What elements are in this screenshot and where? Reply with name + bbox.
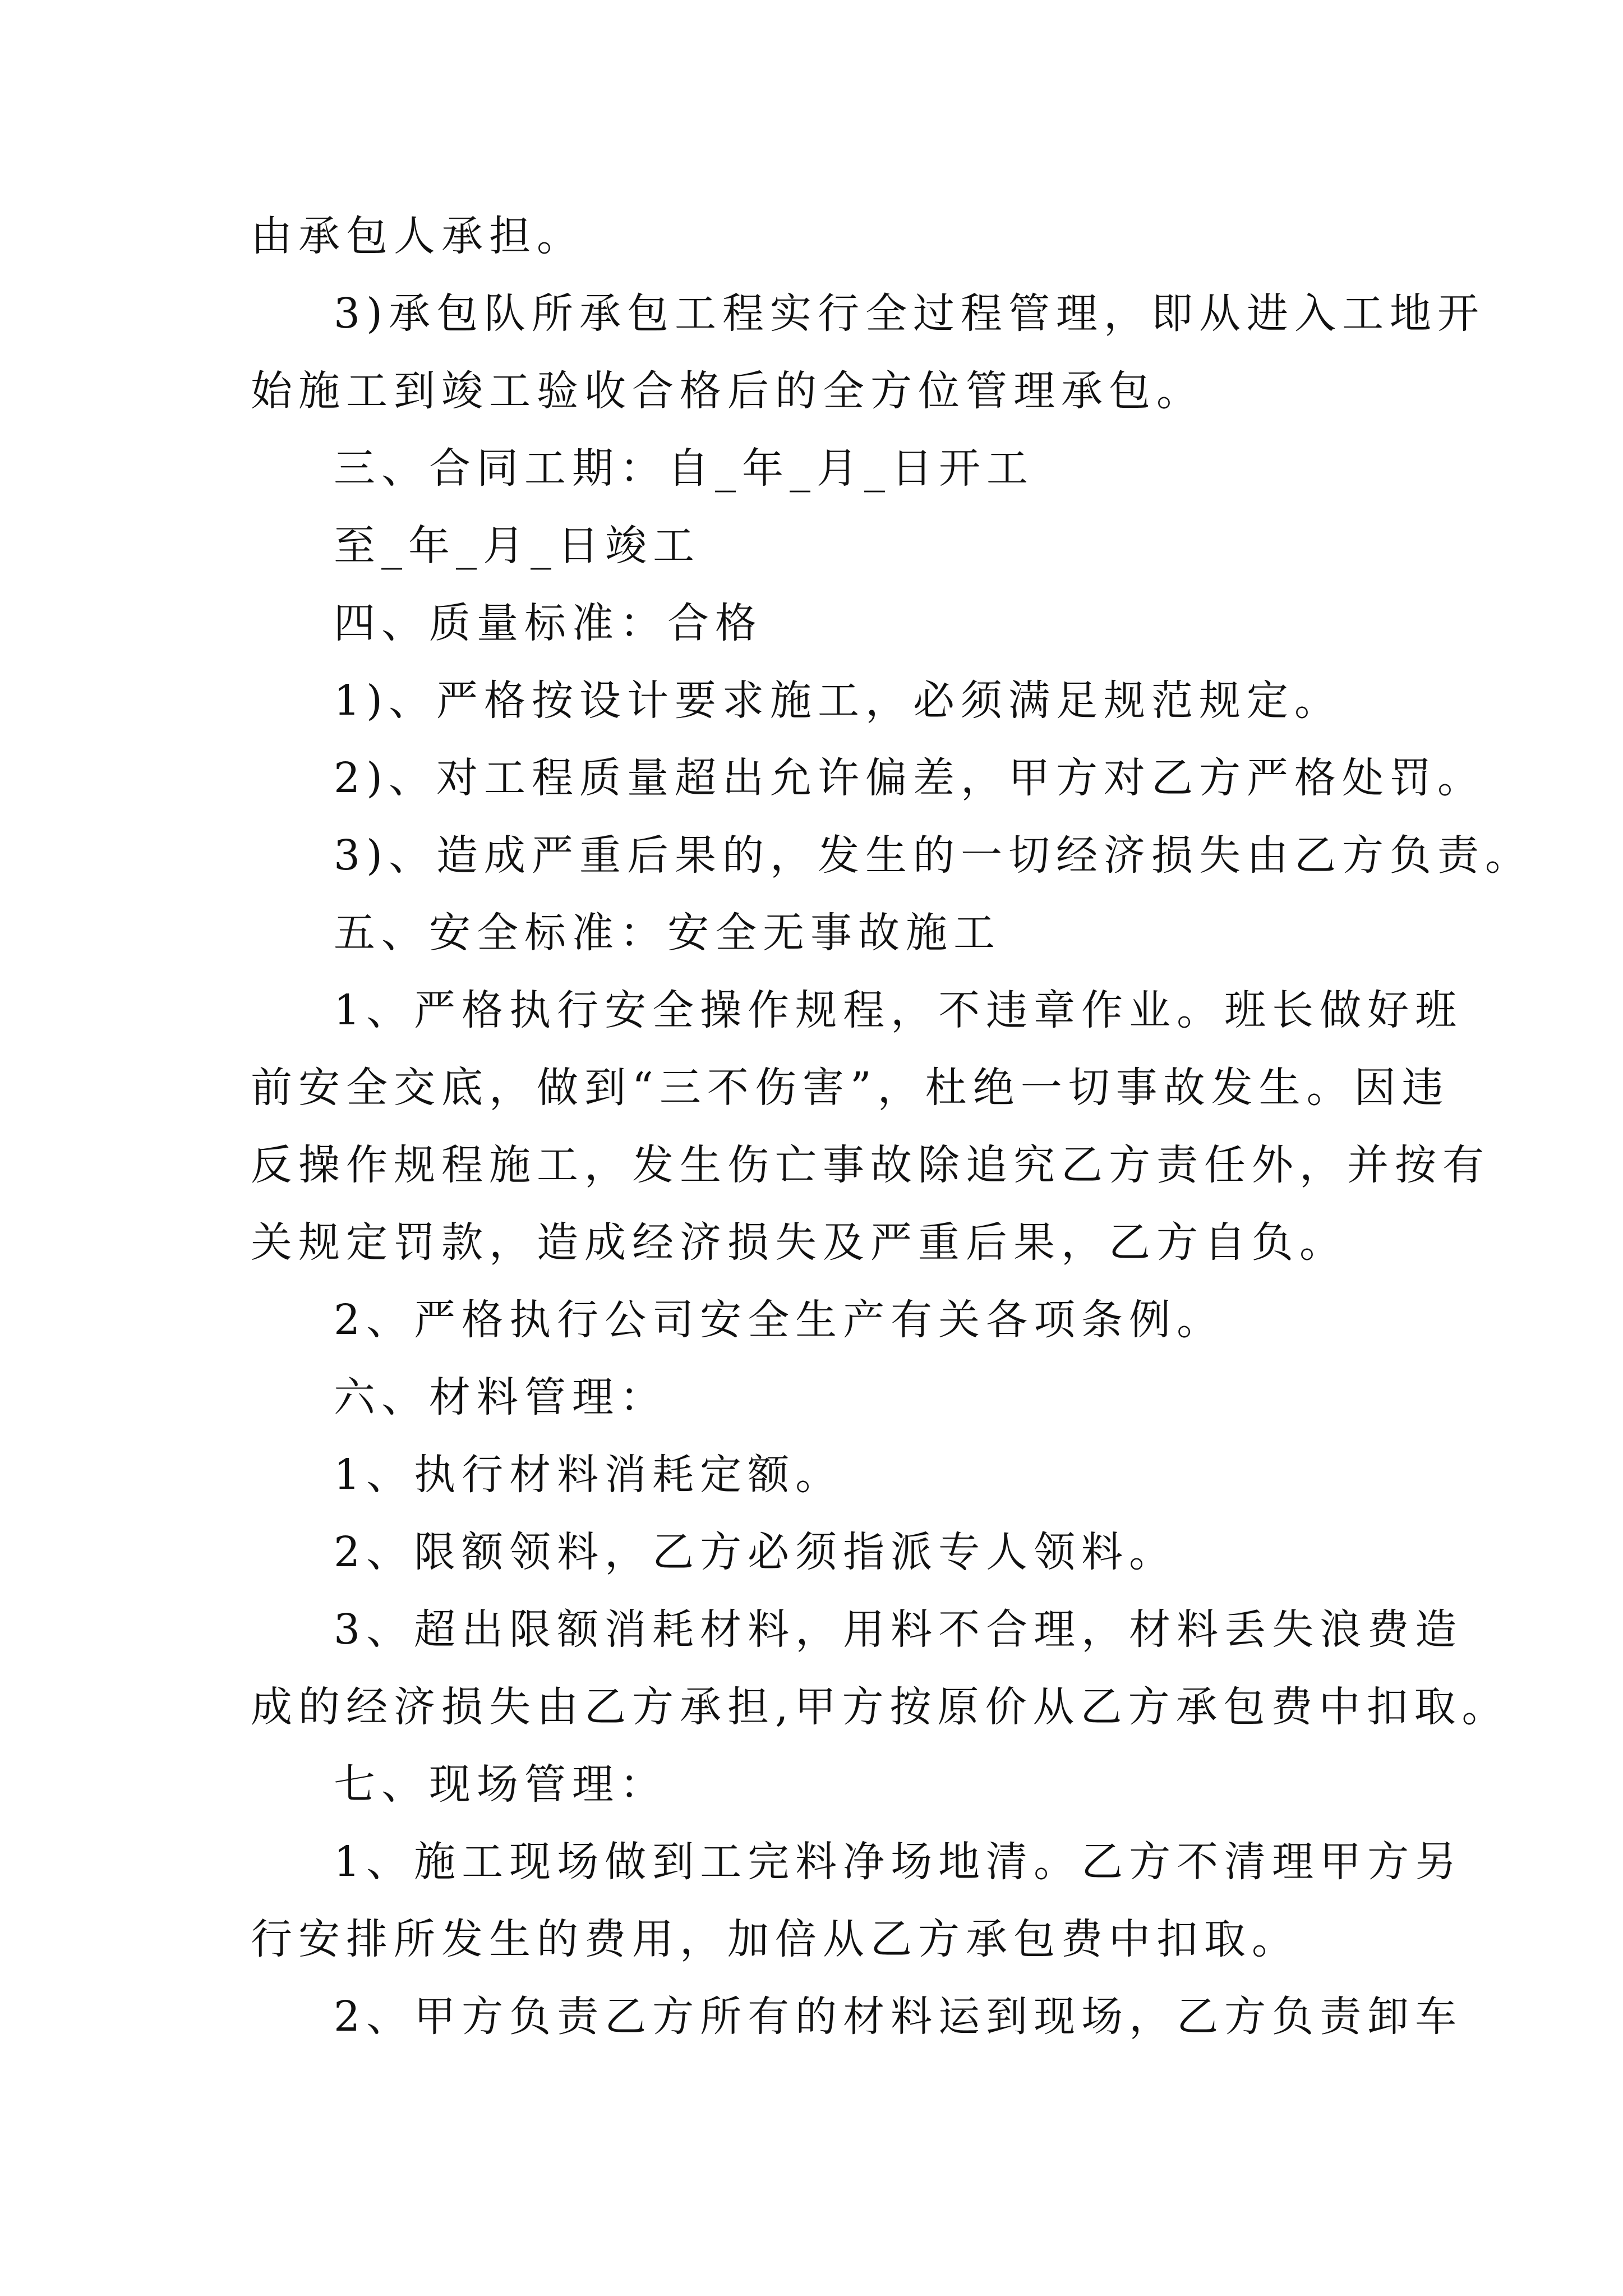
document-line: 反操作规程施工，发生伤亡事故除追究乙方责任外，并按有 [251, 1141, 1490, 1189]
document-line: 七、现场管理： [334, 1760, 667, 1809]
document-line: 三、合同工期：自_年_月_日开工 [334, 444, 1034, 493]
document-line: 至_年_月_日竣工 [334, 522, 700, 570]
document-line: 2、限额领料，乙方必须指派专人领料。 [334, 1528, 1177, 1576]
document-line: 1、执行材料消耗定额。 [334, 1451, 843, 1499]
document-line: 3、超出限额消耗材料，用料不合理，材料丢失浪费造 [334, 1605, 1463, 1654]
document-line: 成的经济损失由乙方承担,甲方按原价从乙方承包费中扣取。 [251, 1683, 1510, 1731]
document-line: 3)承包队所承包工程实行全过程管理，即从进入工地开 [334, 289, 1485, 338]
document-line: 1)、严格按设计要求施工，必须满足规范规定。 [334, 677, 1342, 725]
document-line: 始施工到竣工验收合格后的全方位管理承包。 [251, 367, 1204, 415]
document-line: 2、严格执行公司安全生产有关各项条例。 [334, 1296, 1225, 1344]
document-line: 3)、造成严重后果的，发生的一切经济损失由乙方负责。 [334, 831, 1533, 880]
document-line: 1、施工现场做到工完料净场地清。乙方不清理甲方另 [334, 1838, 1463, 1886]
document-line: 前安全交底，做到“三不伤害”，杜绝一切事故发生。因违 [251, 1064, 1450, 1112]
document-line: 1、严格执行安全操作规程，不违章作业。班长做好班 [334, 986, 1463, 1034]
document-line: 由承包人承担。 [251, 212, 584, 260]
document-line: 2、甲方负责乙方所有的材料运到现场，乙方负责卸车 [334, 1993, 1463, 2041]
document-line: 四、质量标准：合格 [334, 599, 763, 647]
document-line: 2)、对工程质量超出允许偏差，甲方对乙方严格处罚。 [334, 754, 1485, 802]
document-body [251, 197, 1533, 2055]
document-line: 关规定罚款，造成经济损失及严重后果，乙方自负。 [251, 1218, 1347, 1267]
document-line: 五、安全标准：安全无事故施工 [334, 909, 1001, 957]
document-line: 行安排所发生的费用，加倍从乙方承包费中扣取。 [251, 1915, 1299, 1963]
document-line: 六、材料管理： [334, 1373, 667, 1421]
